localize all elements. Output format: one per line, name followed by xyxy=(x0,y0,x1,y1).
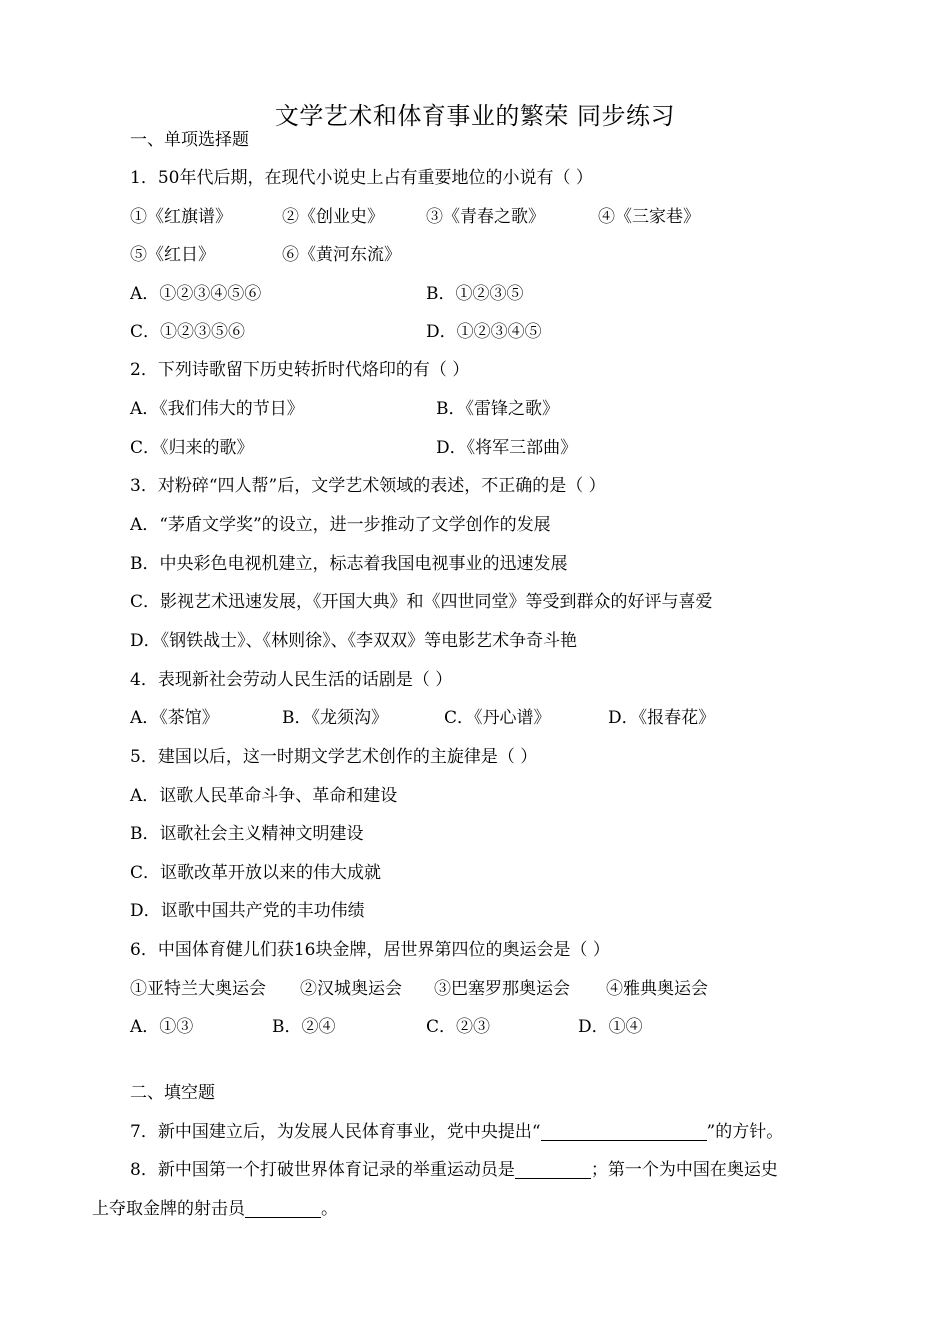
q8-text-end: 。 xyxy=(321,1199,338,1219)
question-5-stem: 5．建国以后，这一时期文学艺术创作的主旋律是（ ） xyxy=(130,747,538,767)
q6-item-2: ②汉城奥运会 xyxy=(300,979,402,999)
q6-option-d: D．①④ xyxy=(578,1017,643,1037)
q5-option-b: B．讴歌社会主义精神文明建设 xyxy=(130,824,364,844)
q1-item-5: ⑤《红日》 xyxy=(130,245,215,265)
q3-option-d: D．《钢铁战士》、《林则徐》、《李双双》等电影艺术争奇斗艳 xyxy=(130,631,578,651)
q4-option-a: A．《茶馆》 xyxy=(130,708,219,728)
q2-option-b: B．《雷锋之歌》 xyxy=(436,399,559,419)
q8-answer-blank-2[interactable] xyxy=(245,1199,321,1218)
q4-option-b: B．《龙须沟》 xyxy=(282,708,388,728)
q4-option-c: C．《丹心谱》 xyxy=(444,708,551,728)
q8-text-before: 8．新中国第一个打破世界体育记录的举重运动员是 xyxy=(130,1160,515,1180)
q1-option-d: D．①②③④⑤ xyxy=(426,322,542,342)
q3-option-a: A．“茅盾文学奖”的设立，进一步推动了文学创作的发展 xyxy=(130,515,551,535)
q3-option-c: C．影视艺术迅速发展，《开国大典》和《四世同堂》等受到群众的好评与喜爱 xyxy=(130,592,713,612)
q7-text-after: ”的方针。 xyxy=(706,1122,784,1142)
q2-option-d: D．《将军三部曲》 xyxy=(436,438,578,458)
q5-option-a: A．讴歌人民革命斗争、革命和建设 xyxy=(130,786,398,806)
q1-item-4: ④《三家巷》 xyxy=(598,207,700,227)
page-title: 文学艺术和体育事业的繁荣 同步练习 xyxy=(274,102,676,130)
q1-item-6: ⑥《黄河东流》 xyxy=(282,245,401,265)
section-heading-fill: 二、填空题 xyxy=(130,1083,215,1103)
q5-option-c: C．讴歌改革开放以来的伟大成就 xyxy=(130,863,382,883)
q1-item-3: ③《青春之歌》 xyxy=(426,207,545,227)
question-3-stem: 3．对粉碎“四人帮”后，文学艺术领域的表述，不正确的是（ ） xyxy=(130,476,606,496)
q1-option-a: A．①②③④⑤⑥ xyxy=(130,284,262,304)
q2-option-a: A．《我们伟大的节日》 xyxy=(130,399,304,419)
q6-item-3: ③巴塞罗那奥运会 xyxy=(434,979,570,999)
question-6-stem: 6．中国体育健儿们获16块金牌，居世界第四位的奥运会是（ ） xyxy=(130,940,610,960)
q8-answer-blank-1[interactable] xyxy=(515,1160,591,1179)
q7-answer-blank[interactable] xyxy=(541,1122,707,1141)
q8-text-middle: ；第一个为中国在奥运史 xyxy=(590,1160,778,1180)
q6-option-c: C．②③ xyxy=(426,1017,491,1037)
q3-option-b: B．中央彩色电视机建立，标志着我国电视事业的迅速发展 xyxy=(130,554,568,574)
q6-option-a: A．①③ xyxy=(130,1017,194,1037)
q1-option-b: B．①②③⑤ xyxy=(426,284,524,304)
question-8-line-1 xyxy=(130,1158,778,1182)
q4-option-d: D．《报春花》 xyxy=(608,708,716,728)
q5-option-d: D．讴歌中国共产党的丰功伟绩 xyxy=(130,901,365,921)
question-7 xyxy=(130,1120,783,1144)
q2-option-c: C．《归来的歌》 xyxy=(130,438,254,458)
q1-item-1: ①《红旗谱》 xyxy=(130,207,232,227)
q8-text-line2: 上夺取金牌的射击员 xyxy=(92,1199,245,1219)
q1-option-c: C．①②③⑤⑥ xyxy=(130,322,246,342)
q6-item-1: ①亚特兰大奥运会 xyxy=(130,979,266,999)
section-heading-choice: 一、单项选择题 xyxy=(130,130,249,150)
question-8-line-2 xyxy=(92,1197,338,1221)
q1-item-2: ②《创业史》 xyxy=(282,207,384,227)
question-2-stem: 2．下列诗歌留下历史转折时代烙印的有（ ） xyxy=(130,360,470,380)
q6-item-4: ④雅典奥运会 xyxy=(606,979,708,999)
question-4-stem: 4．表现新社会劳动人民生活的话剧是（ ） xyxy=(130,670,453,690)
q7-text-before: 7．新中国建立后，为发展人民体育事业，党中央提出“ xyxy=(130,1122,541,1142)
q6-option-b: B．②④ xyxy=(272,1017,336,1037)
question-1-stem: 1．50年代后期，在现代小说史上占有重要地位的小说有（ ） xyxy=(130,168,593,188)
